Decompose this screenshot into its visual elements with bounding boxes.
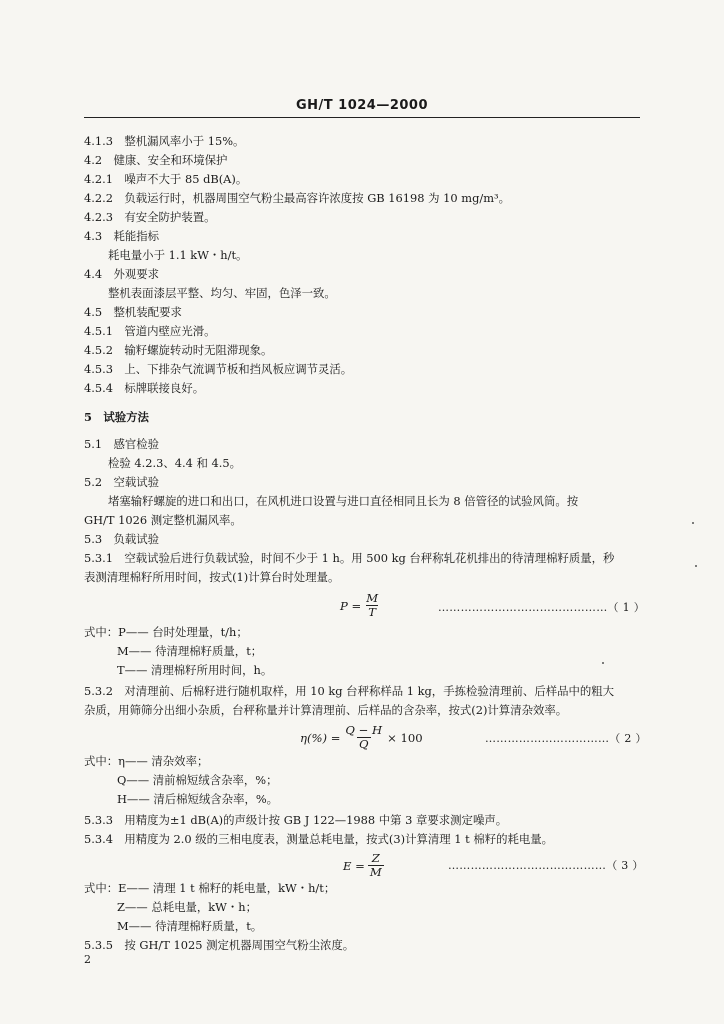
equation-2 [300, 724, 423, 751]
page-header-code: GH/T 1024—2000 [295, 98, 429, 113]
clause-4-1-3: 4.1.3 整机漏风率小于 15%。 [84, 134, 245, 148]
equation-3-lhs: E = [343, 858, 365, 873]
clause-4-3-heading: 4.3 耗能指标 [84, 229, 160, 243]
equation-1-fraction [364, 592, 380, 619]
clause-5-2-text-2: GH/T 1026 测定整机漏风率。 [84, 513, 242, 527]
header-rule [84, 117, 640, 118]
where-q: Q—— 清前棉短绒含杂率，%； [117, 773, 278, 787]
clause-4-5-2: 4.5.2 输籽螺旋转动时无阻滞现象。 [84, 343, 273, 357]
clause-5-3-2-text-1: 5.3.2 对清理前、后棉籽进行随机取样，用 10 kg 台秤称样品 1 kg，手拣检验清理前、后样品中的粗大 [84, 684, 615, 698]
clause-4-3-text: 耗电量小于 1.1 kW・h/t。 [108, 248, 248, 262]
clause-5-1-heading: 5.1 感官检验 [84, 437, 160, 451]
scan-speck [692, 522, 694, 524]
clause-4-5-1: 4.5.1 管道内壁应光滑。 [84, 324, 216, 338]
equation-1-denominator: T [368, 605, 376, 619]
where-p: 式中：P—— 台时处理量，t/h； [84, 625, 248, 639]
equation-2-lhs: η(%) = [300, 730, 341, 745]
clause-5-3-4: 5.3.4 用精度为 2.0 级的三相电度表，测量总耗电量，按式(3)计算清理 1 t 棉籽的耗电量。 [84, 832, 554, 846]
clause-4-2-heading: 4.2 健康、安全和环境保护 [84, 153, 228, 167]
where-z: Z—— 总耗电量，kW・h； [117, 900, 257, 914]
equation-3-numerator: Z [371, 851, 380, 865]
clause-5-3-5: 5.3.5 按 GH/T 1025 测定机器周围空气粉尘浓度。 [84, 938, 355, 952]
clause-5-3-3: 5.3.3 用精度为±1 dB(A)的声级计按 GB J 122—1988 中第 3 章要求测定噪声。 [84, 813, 508, 827]
clause-5-3-1-text-1: 5.3.1 空载试验后进行负载试验，时间不少于 1 h。用 500 kg 台秤称轧花机排出的待清理棉籽质量，秒 [84, 551, 615, 565]
equation-3-fraction [368, 852, 384, 879]
where-eta: 式中：η—— 清杂效率； [84, 754, 209, 768]
clause-4-2-2: 4.2.2 负载运行时，机器周围空气粉尘最高容许浓度按 GB 16198 为 10 mg/m³。 [84, 191, 510, 205]
clause-5-2-text-1: 堵塞输籽螺旋的进口和出口，在风机进口设置与进口直径相同且长为 8 倍管径的试验风筒。按 [108, 494, 579, 508]
clause-5-3-2-text-2: 杂质，用筛筛分出细小杂质，台秤称量并计算清理前、后样品的含杂率，按式(2)计算清杂效率。 [84, 703, 568, 717]
equation-1-numerator: M [366, 591, 379, 605]
equation-2-denominator: Q [359, 737, 369, 751]
clause-4-5-4: 4.5.4 标牌联接良好。 [84, 381, 205, 395]
clause-4-2-3: 4.2.3 有安全防护装置。 [84, 210, 216, 224]
equation-3-number: ……………………………………（ 3 ） [448, 859, 644, 872]
equation-3 [343, 852, 387, 879]
section-5-heading: 5 试验方法 [84, 410, 149, 424]
clause-5-3-heading: 5.3 负载试验 [84, 532, 160, 546]
scan-speck [602, 662, 604, 664]
equation-1 [340, 592, 383, 619]
equation-1-lhs: P = [340, 598, 362, 613]
clause-4-2-1: 4.2.1 噪声不大于 85 dB(A)。 [84, 172, 248, 186]
where-t: T—— 清理棉籽所用时间，h。 [117, 663, 273, 677]
clause-4-4-heading: 4.4 外观要求 [84, 267, 160, 281]
clause-4-4-text: 整机表面漆层平整、均匀、牢固，色泽一致。 [108, 286, 336, 300]
where-e: 式中：E—— 清理 1 t 棉籽的耗电量，kW・h/t； [84, 881, 336, 895]
clause-4-5-heading: 4.5 整机装配要求 [84, 305, 182, 319]
where-m-2: M—— 待清理棉籽质量，t。 [117, 919, 263, 933]
equation-2-fraction [343, 724, 384, 751]
where-h: H—— 清后棉短绒含杂率，%。 [117, 792, 279, 806]
page-number: 2 [84, 953, 91, 966]
equation-2-numerator: Q − H [345, 723, 383, 737]
clause-5-2-heading: 5.2 空载试验 [84, 475, 160, 489]
clause-5-1-text: 检验 4.2.3、4.4 和 4.5。 [108, 456, 242, 470]
equation-2-tail: × 100 [387, 730, 423, 745]
clause-5-3-1-text-2: 表测清理棉籽所用时间，按式(1)计算台时处理量。 [84, 570, 340, 584]
equation-2-number: ……………………………（ 2 ） [485, 732, 647, 745]
scan-speck [695, 565, 697, 567]
where-m: M—— 待清理棉籽质量，t； [117, 644, 263, 658]
equation-1-number: ………………………………………（ 1 ） [438, 601, 645, 614]
clause-4-5-3: 4.5.3 上、下排杂气流调节板和挡风板应调节灵活。 [84, 362, 353, 376]
equation-3-denominator: M [369, 865, 382, 879]
